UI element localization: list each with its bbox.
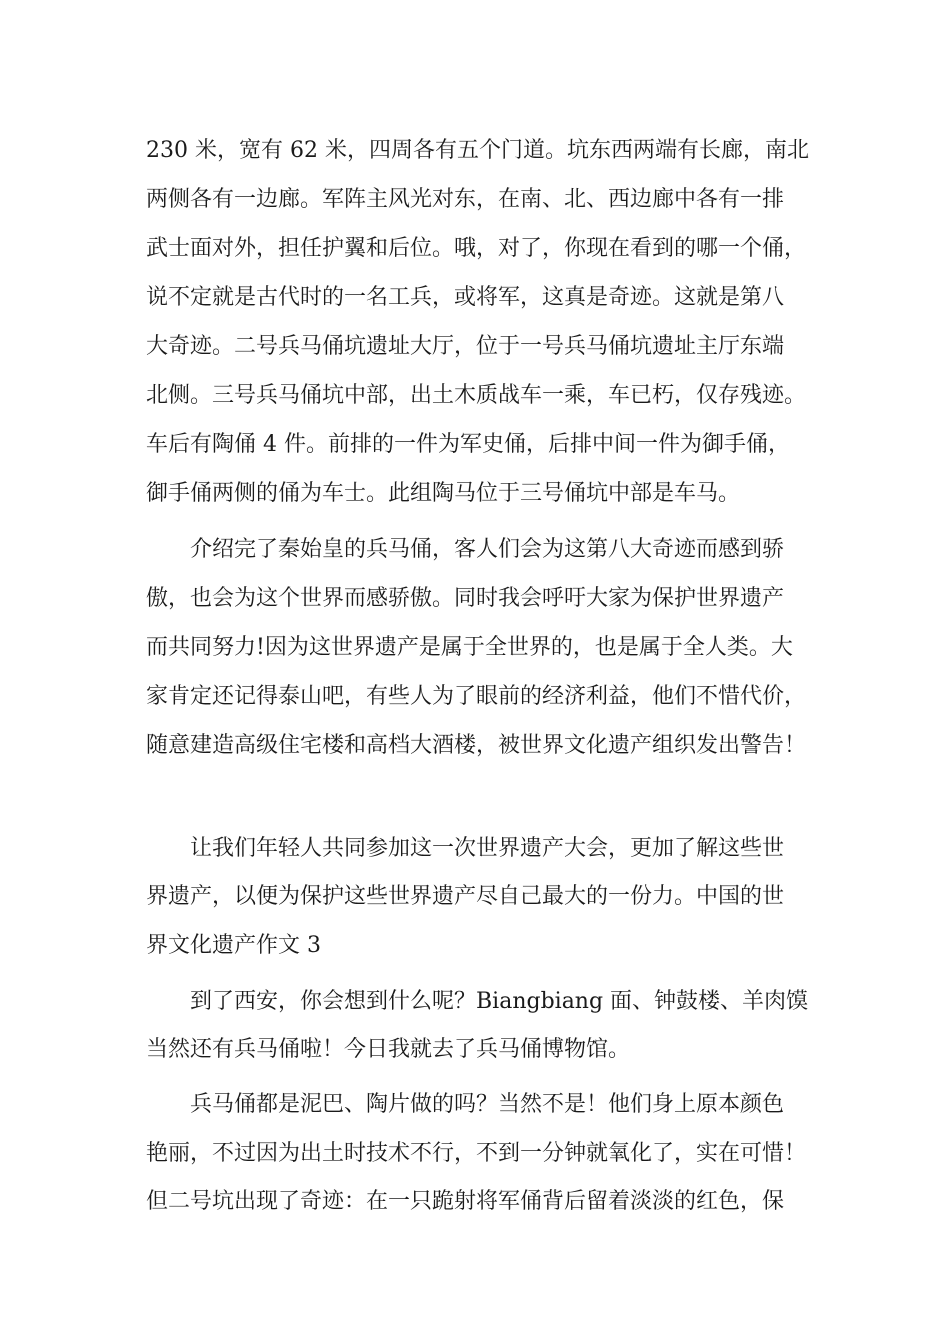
text-line: 介绍完了秦始皇的兵马俑，客人们会为这第八大奇迹而感到骄 bbox=[146, 537, 785, 562]
text-line: 界文化遗产作文 3 bbox=[146, 933, 321, 958]
text-line: 家肯定还记得泰山吧，有些人为了眼前的经济利益，他们不惜代价， bbox=[146, 684, 807, 709]
text-line: 大奇迹。二号兵马俑坑遗址大厅，位于一号兵马俑坑遗址主厅东端 bbox=[146, 334, 785, 359]
text-line: 说不定就是古代时的一名工兵，或将军，这真是奇迹。这就是第八 bbox=[146, 285, 785, 310]
text-line: 而共同努力!因为这世界遗产是属于全世界的，也是属于全人类。大 bbox=[146, 635, 793, 660]
text-line: 230 米，宽有 62 米，四周各有五个门道。坑东西两端有长廊，南北 bbox=[146, 138, 809, 163]
text-line: 但二号坑出现了奇迹：在一只跪射将军俑背后留着淡淡的红色，保 bbox=[146, 1189, 785, 1214]
text-line: 当然还有兵马俑啦！今日我就去了兵马俑博物馆。 bbox=[146, 1037, 631, 1062]
text-line: 车后有陶俑 4 件。前排的一件为军史俑，后排中间一件为御手俑， bbox=[146, 432, 790, 457]
text-line: 北侧。三号兵马俑坑中部，出土木质战车一乘，车已朽，仅存残迹。 bbox=[146, 383, 807, 408]
text-line: 傲，也会为这个世界而感骄傲。同时我会呼吁大家为保护世界遗产 bbox=[146, 586, 785, 611]
text-line: 界遗产，以便为保护这些世界遗产尽自己最大的一份力。中国的世 bbox=[146, 884, 785, 909]
text-line: 兵马俑都是泥巴、陶片做的吗？当然不是！他们身上原本颜色 bbox=[146, 1092, 785, 1117]
text-line: 让我们年轻人共同参加这一次世界遗产大会，更加了解这些世 bbox=[146, 836, 785, 861]
text-line: 御手俑两侧的俑为车士。此组陶马位于三号俑坑中部是车马。 bbox=[146, 481, 741, 506]
text-line: 两侧各有一边廊。军阵主风光对东，在南、北、西边廊中各有一排 bbox=[146, 187, 785, 212]
text-line: 武士面对外，担任护翼和后位。哦，对了，你现在看到的哪一个俑， bbox=[146, 236, 807, 261]
text-line: 随意建造高级住宅楼和高档大酒楼，被世界文化遗产组织发出警告！ bbox=[146, 733, 807, 758]
text-line: 艳丽，不过因为出土时技术不行，不到一分钟就氧化了，实在可惜！ bbox=[146, 1141, 807, 1166]
text-line: 到了西安，你会想到什么呢？Biangbiang 面、钟鼓楼、羊肉馍 bbox=[146, 989, 809, 1014]
